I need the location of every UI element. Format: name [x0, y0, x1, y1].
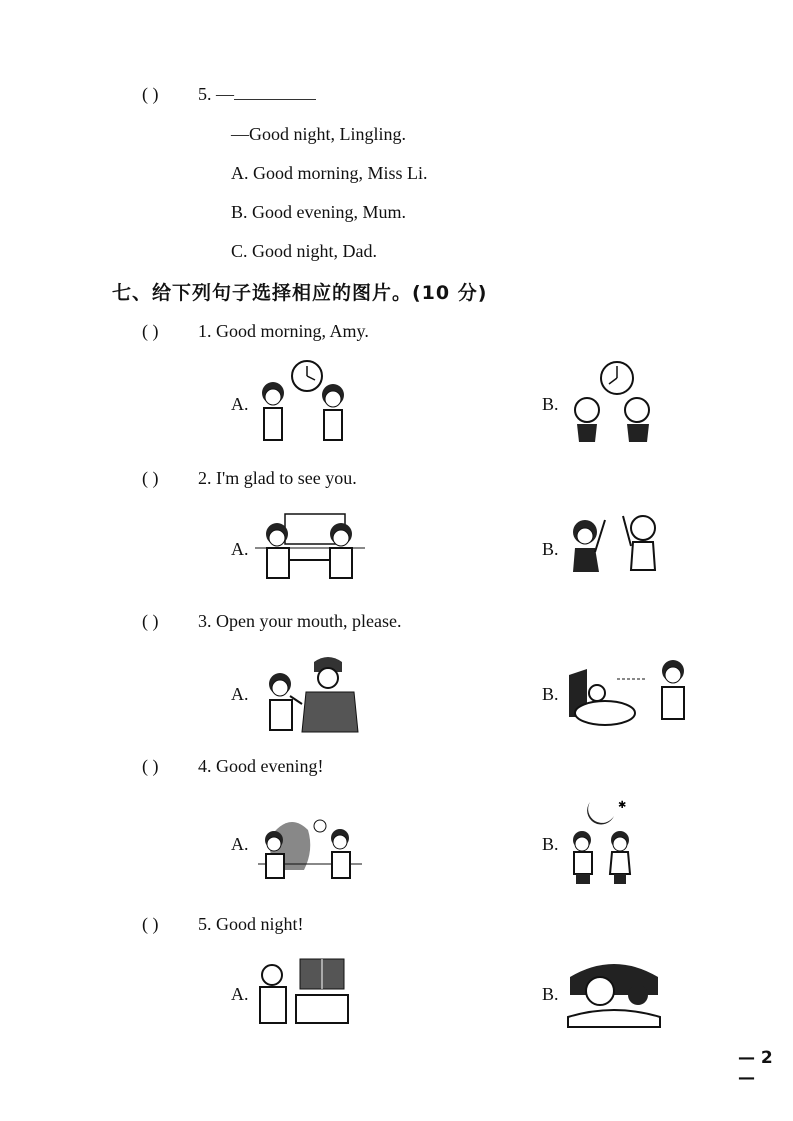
answer-paren[interactable]: ( )	[142, 321, 159, 341]
answer-paren[interactable]: ( )	[142, 914, 159, 934]
answer-paren[interactable]: ( )	[142, 611, 159, 631]
dialogue-reply: —Good night, Lingling.	[231, 124, 406, 144]
handshake-picture-a	[255, 508, 365, 586]
option-b-label: B.	[542, 394, 559, 414]
option-b-label: B.	[542, 539, 559, 559]
page-number: — 2 —	[738, 1048, 773, 1088]
kids-clock-picture-a	[255, 358, 355, 448]
option-a-label: A.	[231, 984, 249, 1004]
sleeping-picture-b	[566, 955, 662, 1031]
question-text: 3. Open your mouth, please.	[198, 611, 402, 631]
option-a-label: A.	[231, 539, 249, 559]
option-b-label: B.	[542, 984, 559, 1004]
section-title: 七、给下列句子选择相应的图片。(10 分)	[112, 282, 488, 304]
kids-clock-picture-b	[565, 358, 665, 448]
bed-wakeup-picture-b	[565, 655, 695, 733]
doctor-picture-a	[258, 648, 362, 734]
bedroom-picture-a	[256, 955, 352, 1031]
option-b-label: B.	[542, 684, 559, 704]
waving-kids-picture-b	[565, 506, 665, 588]
option-c: C. Good night, Dad.	[231, 241, 377, 261]
answer-paren[interactable]: ( )	[142, 84, 159, 104]
option-a-label: A.	[231, 394, 249, 414]
option-a-label: A.	[231, 684, 249, 704]
option-a: A. Good morning, Miss Li.	[231, 163, 428, 183]
question-text: 4. Good evening!	[198, 756, 324, 776]
question-text: 1. Good morning, Amy.	[198, 321, 369, 341]
answer-paren[interactable]: ( )	[142, 756, 159, 776]
sunset-picture-a	[258, 810, 362, 882]
question-number: 5. —	[198, 84, 316, 105]
question-text: 5. Good night!	[198, 914, 304, 934]
moon-kids-picture-b	[568, 796, 638, 888]
svg-text:✱: ✱	[618, 800, 627, 811]
option-b: B. Good evening, Mum.	[231, 202, 406, 222]
answer-blank[interactable]	[234, 85, 316, 100]
option-a-label: A.	[231, 834, 249, 854]
option-b-label: B.	[542, 834, 559, 854]
answer-paren[interactable]: ( )	[142, 468, 159, 488]
question-text: 2. I'm glad to see you.	[198, 468, 357, 488]
